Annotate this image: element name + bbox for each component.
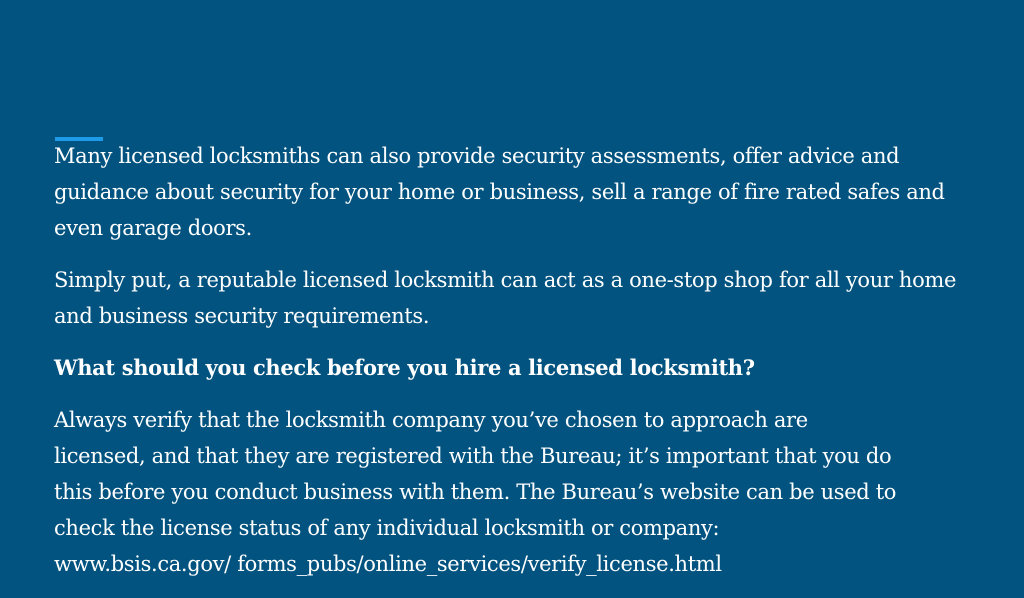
section-heading: What should you check before you hire a licensed locksmith? [54,355,755,380]
slide-body [54,138,984,598]
verify-line-2: licensed, and that they are registered with the Bureau; it’s important that you do [54,444,892,468]
paragraph-one-stop-shop: Simply put, a reputable licensed locksmith can act as a one-stop shop for all your home and business security requirements. [54,268,957,328]
verify-line-1: Always verify that the locksmith company you’ve chosen to approach are [54,408,808,432]
paragraph-services: Many licensed locksmiths can also provide security assessments, offer advice and guidance about security for your home or business, sell a range of fire rated safes and even garage doors. [54,144,945,240]
verify-line-4: check the license status of any individual locksmith or company: [54,516,720,540]
paragraph-verify-license [54,402,984,582]
license-url: www.bsis.ca.gov/ forms_pubs/online_services/verify_license.html [54,552,722,576]
verify-line-3: this before you conduct business with them. The Bureau’s website can be used to [54,480,897,504]
